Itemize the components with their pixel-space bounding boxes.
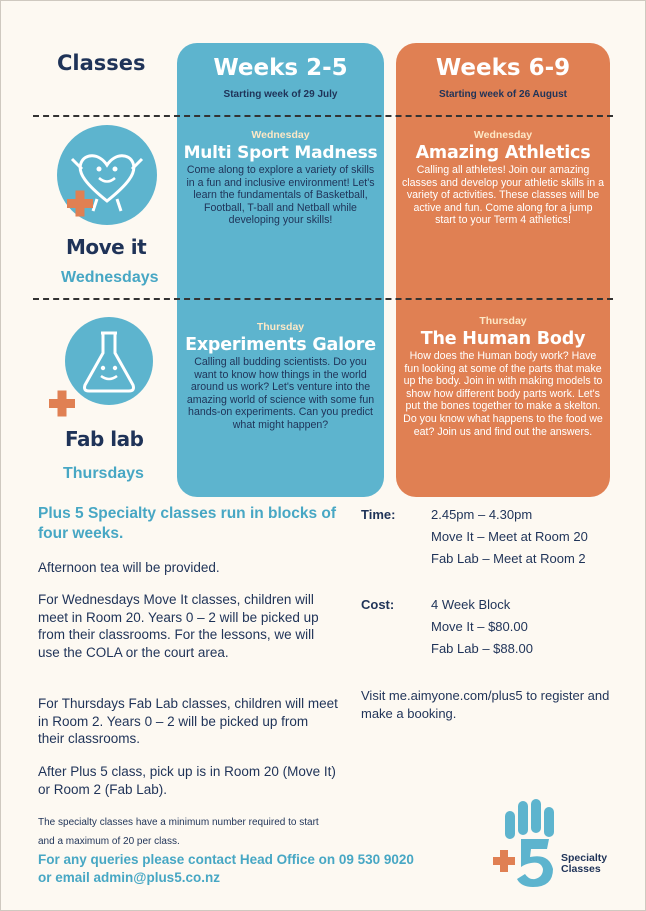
start-date: Starting week of 29 July bbox=[223, 89, 338, 100]
move-it-room: Move It – Meet at Room 20 bbox=[431, 529, 588, 544]
weeks-heading: Weeks 2-5 bbox=[213, 55, 348, 81]
class-description: Come along to explore a variety of skills in a fun and inclusive environment! Let's learn the fundamentals of Basketball, Football, T-ball and Netball while developing your skills! bbox=[186, 164, 375, 227]
class-name: Multi Sport Madness bbox=[183, 143, 378, 163]
time-value: 2.45pm – 4.30pm bbox=[431, 507, 533, 522]
class-name: Amazing Athletics bbox=[415, 143, 591, 163]
time-label: Time: bbox=[361, 507, 396, 522]
pickup-note: After Plus 5 class, pick up is in Room 20 (Move It) or Room 2 (Fab Lab). bbox=[38, 764, 336, 797]
class-size-note: The specialty classes have a minimum number required to start and a maximum of 20 per class. bbox=[38, 817, 319, 847]
class-day: Thursday bbox=[479, 315, 527, 327]
thursday-class bbox=[177, 321, 384, 432]
flask-character-icon bbox=[37, 313, 177, 423]
move-it-logo bbox=[37, 123, 177, 293]
class-description: Calling all athletes! Join our amazing classes and develop your athletic skills in a variety of activities. These classes will be active and fun. Come along for a jump start to your Term 4 athletics! bbox=[402, 164, 604, 227]
thursday-note: For Thursdays Fab Lab classes, children will meet in Room 2. Years 0 – 2 will be picked up from their classrooms. bbox=[38, 696, 338, 746]
class-description: Calling all budding scientists. Do you want to know how things in the world around us work? Let's venture into the amazing world of science with some fun hands-on experiments. Can you predict what might happen? bbox=[186, 356, 375, 431]
class-day: Thursday bbox=[256, 321, 305, 333]
cost-details bbox=[361, 597, 621, 677]
heart-character-icon bbox=[37, 123, 177, 243]
wednesday-class bbox=[177, 129, 384, 227]
class-day: Wednesday bbox=[251, 129, 310, 141]
plus5-logo bbox=[491, 791, 621, 891]
contact-info bbox=[38, 851, 478, 887]
plus5-hand-logo bbox=[491, 791, 571, 891]
fab-lab-room: Fab Lab – Meet at Room 2 bbox=[431, 551, 586, 566]
program-label: Fab lab bbox=[65, 427, 144, 451]
divider bbox=[33, 298, 613, 300]
contact-phone: For any queries please contact Head Office on 09 530 9020 bbox=[38, 852, 414, 867]
program-label: Move it bbox=[66, 235, 147, 259]
contact-email: or email admin@plus5.co.nz bbox=[38, 870, 220, 885]
class-name: The Human Body bbox=[420, 329, 586, 349]
class-description: How does the Human body work? Have fun looking at some of the parts that make up the body. Join in with making models to show how different body parts work. Let's put the bones together to make a skelton. Do you know what happens to the food we eat? Join us and find out the answers. bbox=[403, 350, 603, 438]
afternoon-tea-note: Afternoon tea will be provided. bbox=[38, 560, 220, 575]
weeks-6-9-column bbox=[396, 43, 610, 497]
registration-note: Visit me.aimyone.com/plus5 to register and make a booking. bbox=[361, 688, 610, 721]
weeks-2-5-column bbox=[177, 43, 384, 497]
thursday-class bbox=[396, 315, 610, 438]
program-day: Thursdays bbox=[63, 465, 144, 482]
blocks-heading: Plus 5 Specialty classes run in blocks of four weeks. bbox=[38, 505, 337, 542]
cost-block: 4 Week Block bbox=[431, 597, 511, 612]
brand-name: Specialty Classes bbox=[561, 852, 608, 875]
weeks-heading: Weeks 6-9 bbox=[435, 55, 571, 81]
cost-label: Cost: bbox=[361, 597, 395, 612]
move-it-cost: Move It – $80.00 bbox=[431, 619, 528, 634]
fab-lab-cost: Fab Lab – $88.00 bbox=[431, 641, 533, 656]
divider bbox=[33, 115, 613, 117]
program-day: Wednesdays bbox=[61, 269, 159, 286]
wednesday-note: For Wednesdays Move It classes, children will meet in Room 20. Years 0 – 2 will be picked up from their classrooms. For the lessons, we will use the COLA or the court area. bbox=[38, 592, 319, 660]
class-day: Wednesday bbox=[473, 129, 533, 141]
fab-lab-logo bbox=[37, 313, 177, 489]
wednesday-class bbox=[396, 129, 610, 227]
page-title: Classes bbox=[57, 51, 146, 75]
class-name: Experiments Galore bbox=[185, 335, 376, 355]
start-date: Starting week of 26 August bbox=[439, 89, 567, 100]
time-details bbox=[361, 507, 621, 587]
